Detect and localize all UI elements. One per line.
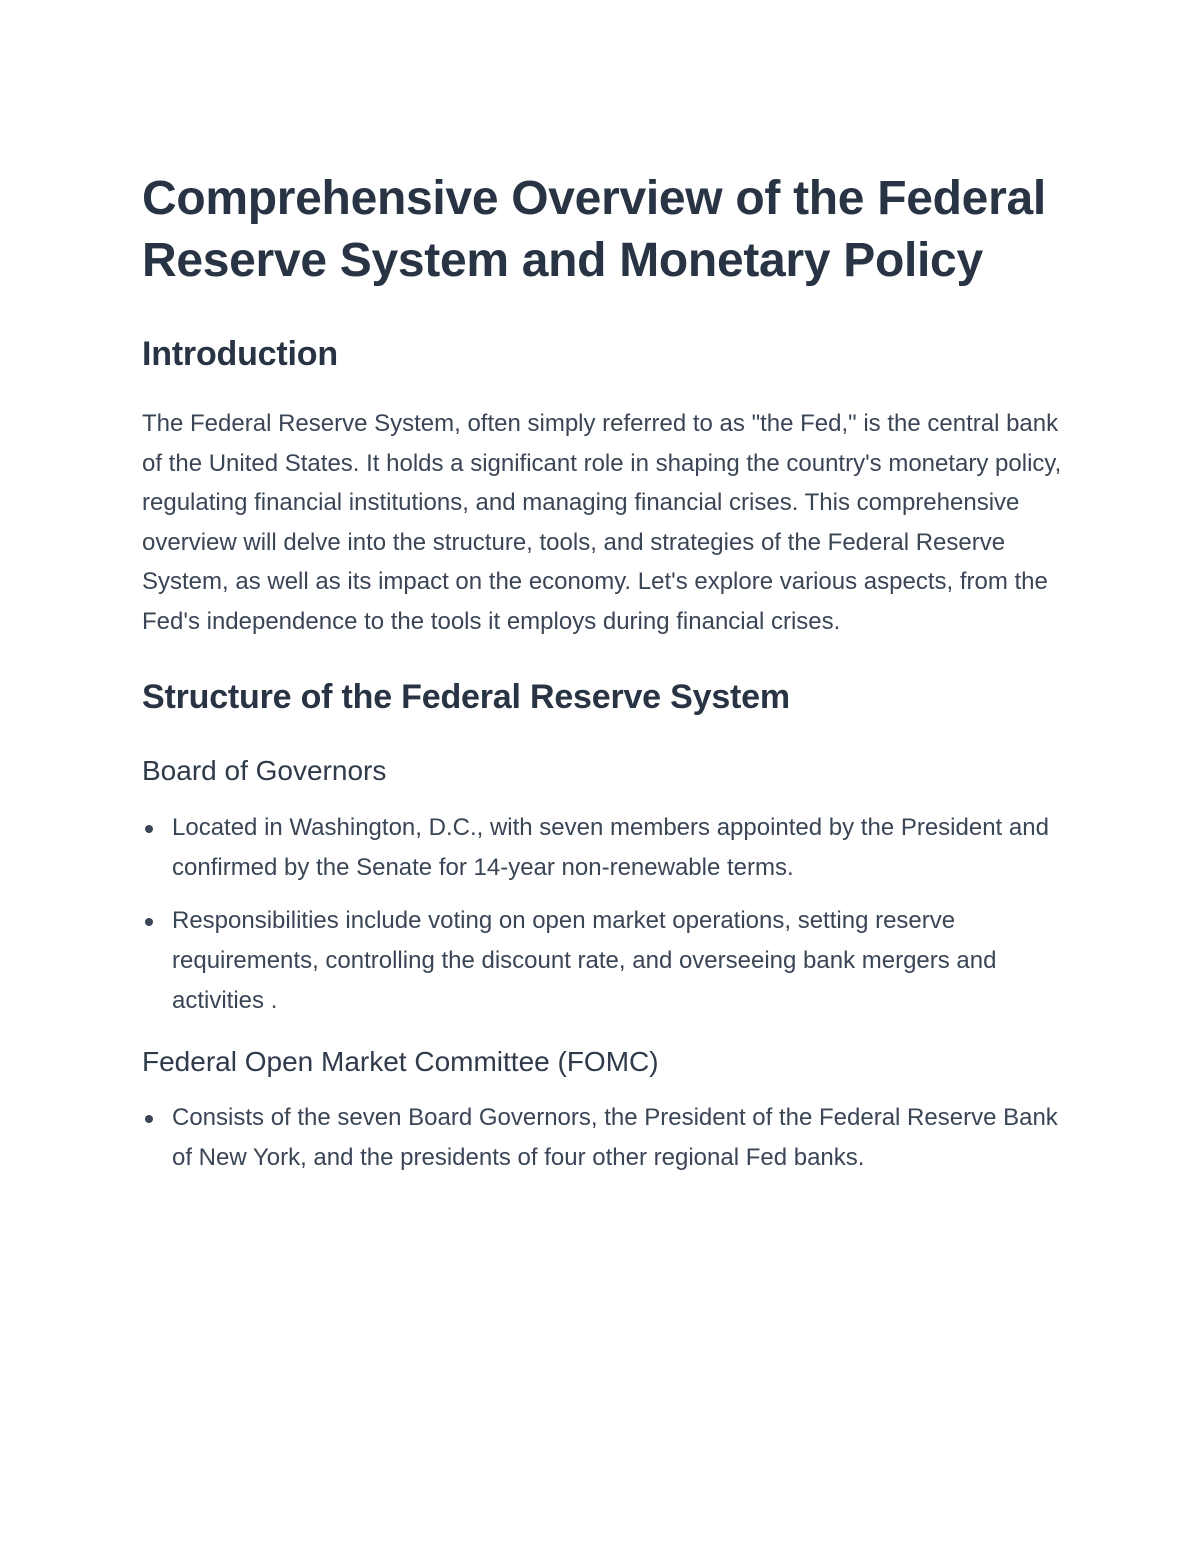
board-of-governors-list (142, 808, 1072, 1021)
list-item (142, 1098, 1072, 1178)
list-item-text: Located in Washington, D.C., with seven members appointed by the President and confirmed by the Senate for 14-year non-renewable terms. (172, 814, 1049, 881)
list-item (142, 901, 1072, 1021)
fomc-heading: Federal Open Market Committee (FOMC) (142, 1046, 659, 1077)
list-item (142, 808, 1072, 888)
list-item-text: Consists of the seven Board Governors, the President of the Federal Reserve Bank of New York, and the presidents of four other regional Fed banks. (172, 1104, 1058, 1171)
document-title: Comprehensive Overview of the Federal Reserve System and Monetary Policy (142, 172, 1046, 287)
fomc-list (142, 1098, 1072, 1178)
list-item-text: Responsibilities include voting on open market operations, setting reserve requirements, controlling the discount rate, and overseeing bank mergers and activities . (172, 907, 997, 1014)
bullet-icon (145, 1115, 153, 1123)
board-of-governors-heading: Board of Governors (142, 755, 387, 786)
bullet-icon (145, 825, 153, 833)
introduction-heading: Introduction (142, 335, 338, 373)
bullet-icon (145, 918, 153, 926)
document-page (142, 168, 1072, 1178)
introduction-paragraph: The Federal Reserve System, often simply referred to as "the Fed," is the central bank of the United States. It holds a significant role in shaping the country's monetary policy, regulating financial institutions, and managing financial crises. This comprehensive overview will delve into the structure, tools, and strategies of the Federal Reserve System, as well as its impact on the economy. Let's explore various aspects, from the Fed's independence to the tools it employs during financial crises. (142, 410, 1062, 635)
structure-heading: Structure of the Federal Reserve System (142, 678, 790, 716)
